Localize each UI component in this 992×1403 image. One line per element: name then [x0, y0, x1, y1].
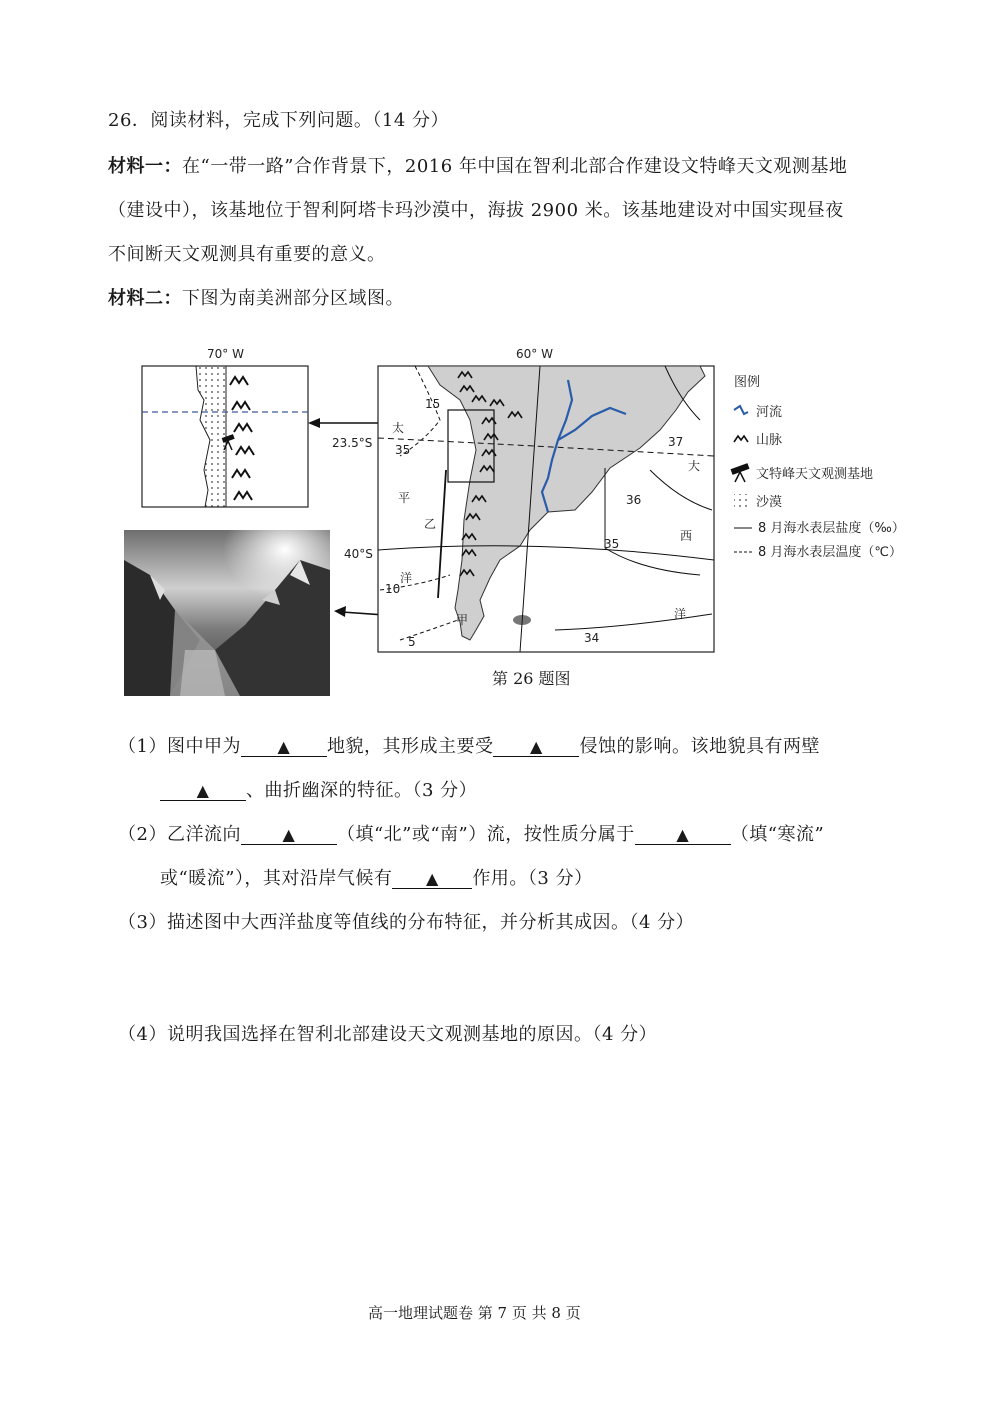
isoline-sal-36: 36	[626, 493, 642, 507]
isoline-temp-10: 10	[385, 582, 401, 596]
telescope-icon	[731, 463, 750, 482]
q2-text-d: 或“暖流”），其对沿岸气候有	[160, 868, 393, 889]
main-map	[332, 347, 714, 652]
page-footer: 高一地理试题卷 第 7 页 共 8 页	[368, 1304, 581, 1322]
label-da: 大	[688, 459, 701, 473]
q1-text-d: 、曲折幽深的特征。（3 分）	[246, 780, 478, 801]
q2-text-c: （填“寒流”	[730, 824, 825, 845]
material1-line2: （建设中），该基地位于智利阿塔卡玛沙漠中，海拔 2900 米。该基地建设对中国实现昼夜	[108, 200, 844, 221]
lon-60w-label: 60° W	[516, 347, 553, 361]
label-yang: 洋	[400, 571, 413, 585]
isoline-temp-15: 15	[425, 397, 441, 411]
q1-line2	[160, 776, 477, 802]
question-title: 26．阅读材料，完成下列问题。（14 分）	[108, 110, 450, 131]
isoline-sal-34: 34	[584, 631, 600, 645]
q2-line1	[118, 820, 824, 846]
label-yang2: 洋	[674, 607, 687, 621]
q1-text-a: （1）图中甲为	[118, 736, 241, 757]
material1-line3: 不间断天文观测具有重要的意义。	[108, 244, 386, 265]
q1-blank-2[interactable]: ▲	[493, 738, 579, 757]
legend-observatory: 文特峰天文观测基地	[756, 467, 874, 482]
mountain-icon	[734, 436, 748, 442]
lon-70w-label: 70° W	[207, 347, 244, 361]
q2-blank-1[interactable]: ▲	[241, 826, 337, 845]
inset-detail-map	[142, 347, 308, 507]
q2-text-e: 作用。（3 分）	[472, 868, 593, 889]
map-legend	[731, 375, 905, 560]
q2-blank-2[interactable]: ▲	[635, 826, 731, 845]
fjord-photo	[124, 530, 330, 696]
label-tai: 太	[392, 421, 405, 435]
legend-river: 河流	[756, 405, 783, 420]
material2-text: 下图为南美洲部分区域图。	[182, 288, 404, 309]
isoline-temp-35: 35	[395, 443, 411, 457]
lat-23-label: 23.5°S	[332, 436, 373, 450]
q1-text-c: 侵蚀的影响。该地貌具有两壁	[579, 736, 820, 757]
material1-text: 在“一带一路”合作背景下，2016 年中国在智利北部合作建设文特峰天文观测基地	[182, 156, 848, 177]
legend-title: 图例	[734, 375, 761, 390]
label-yi: 乙	[424, 517, 437, 531]
isoline-sal-37: 37	[668, 435, 684, 449]
legend-desert: 沙漠	[756, 495, 783, 510]
q2-text-b: （填“北”或“南”）流，按性质分属于	[336, 824, 635, 845]
legend-salinity: 8 月海水表层盐度（‰）	[758, 521, 905, 536]
q4-text: （4）说明我国选择在智利北部建设天文观测基地的原因。（4 分）	[118, 1024, 658, 1045]
isoline-temp-5: 5	[408, 635, 416, 649]
figure-caption: 第 26 题图	[492, 669, 571, 688]
lat-40-label: 40°S	[344, 547, 373, 561]
q2-text-a: （2）乙洋流向	[118, 824, 241, 845]
q3-text: （3）描述图中大西洋盐度等值线的分布特征，并分析其成因。（4 分）	[118, 912, 695, 933]
isoline-sal-35: 35	[604, 537, 620, 551]
label-jia: 甲	[456, 613, 469, 627]
q1-text-b: 地貌，其形成主要受	[326, 736, 494, 757]
q2-line2	[160, 864, 593, 890]
q2-blank-3[interactable]: ▲	[392, 870, 472, 889]
river-icon	[734, 406, 748, 414]
material2-label: 材料二：	[108, 288, 182, 309]
legend-mountain: 山脉	[756, 433, 783, 448]
q1-blank-1[interactable]: ▲	[241, 738, 327, 757]
q1-line1	[118, 732, 820, 758]
legend-temperature: 8 月海水表层温度（℃）	[758, 545, 903, 560]
label-ping: 平	[398, 491, 411, 505]
material1-label: 材料一：	[108, 156, 182, 177]
label-xi: 西	[680, 529, 693, 543]
q1-blank-3[interactable]: ▲	[160, 782, 246, 801]
desert-icon	[734, 494, 748, 508]
